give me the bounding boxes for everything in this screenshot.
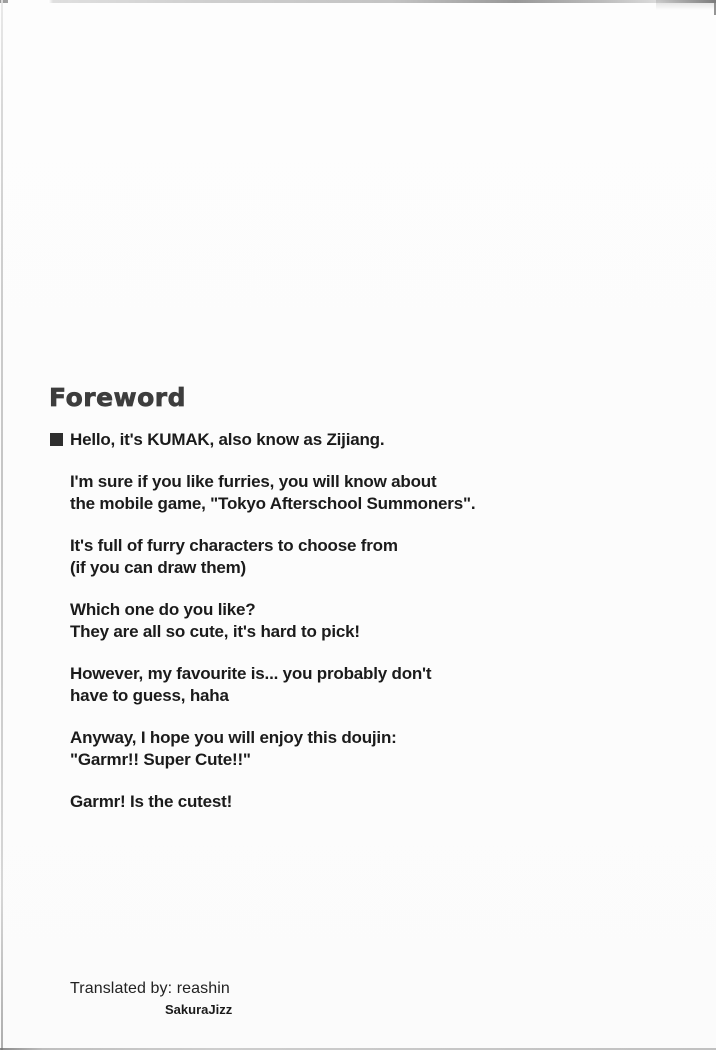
intro-line xyxy=(70,429,630,451)
text-line: They are all so cute, it's hard to pick! xyxy=(70,622,360,641)
text-line: It's full of furry characters to choose from xyxy=(70,536,398,555)
scan-corner-shade xyxy=(656,0,716,10)
text-line: Garmr! Is the cutest! xyxy=(70,792,233,811)
scan-edge-top-notch xyxy=(8,0,48,4)
text-line: Which one do you like? xyxy=(70,600,256,619)
text-line: "Garmr!! Super Cute!!" xyxy=(70,750,251,769)
square-bullet-icon xyxy=(50,433,63,446)
paragraph xyxy=(70,663,630,707)
paragraph xyxy=(70,471,630,515)
intro-text: Hello, it's KUMAK, also know as Zijiang. xyxy=(70,430,385,449)
paragraph xyxy=(70,727,630,771)
text-line: I'm sure if you like furries, you will know about xyxy=(70,472,437,491)
foreword-body xyxy=(70,429,630,833)
paragraph xyxy=(70,599,630,643)
translator-credit: Translated by: reashin xyxy=(70,980,230,997)
scan-edge-top xyxy=(0,0,716,3)
page-title: Foreword xyxy=(49,383,187,412)
text-line: the mobile game, "Tokyo Afterschool Summoners". xyxy=(70,494,476,513)
scan-edge-left xyxy=(1,0,3,1050)
text-line: (if you can draw them) xyxy=(70,558,247,577)
text-line: Anyway, I hope you will enjoy this doujin: xyxy=(70,728,397,747)
text-line: have to guess, haha xyxy=(70,686,229,705)
text-line: However, my favourite is... you probably don't xyxy=(70,664,432,683)
paragraph xyxy=(70,791,630,813)
scan-group-credit: SakuraJizz xyxy=(165,1002,233,1017)
paragraph xyxy=(70,535,630,579)
